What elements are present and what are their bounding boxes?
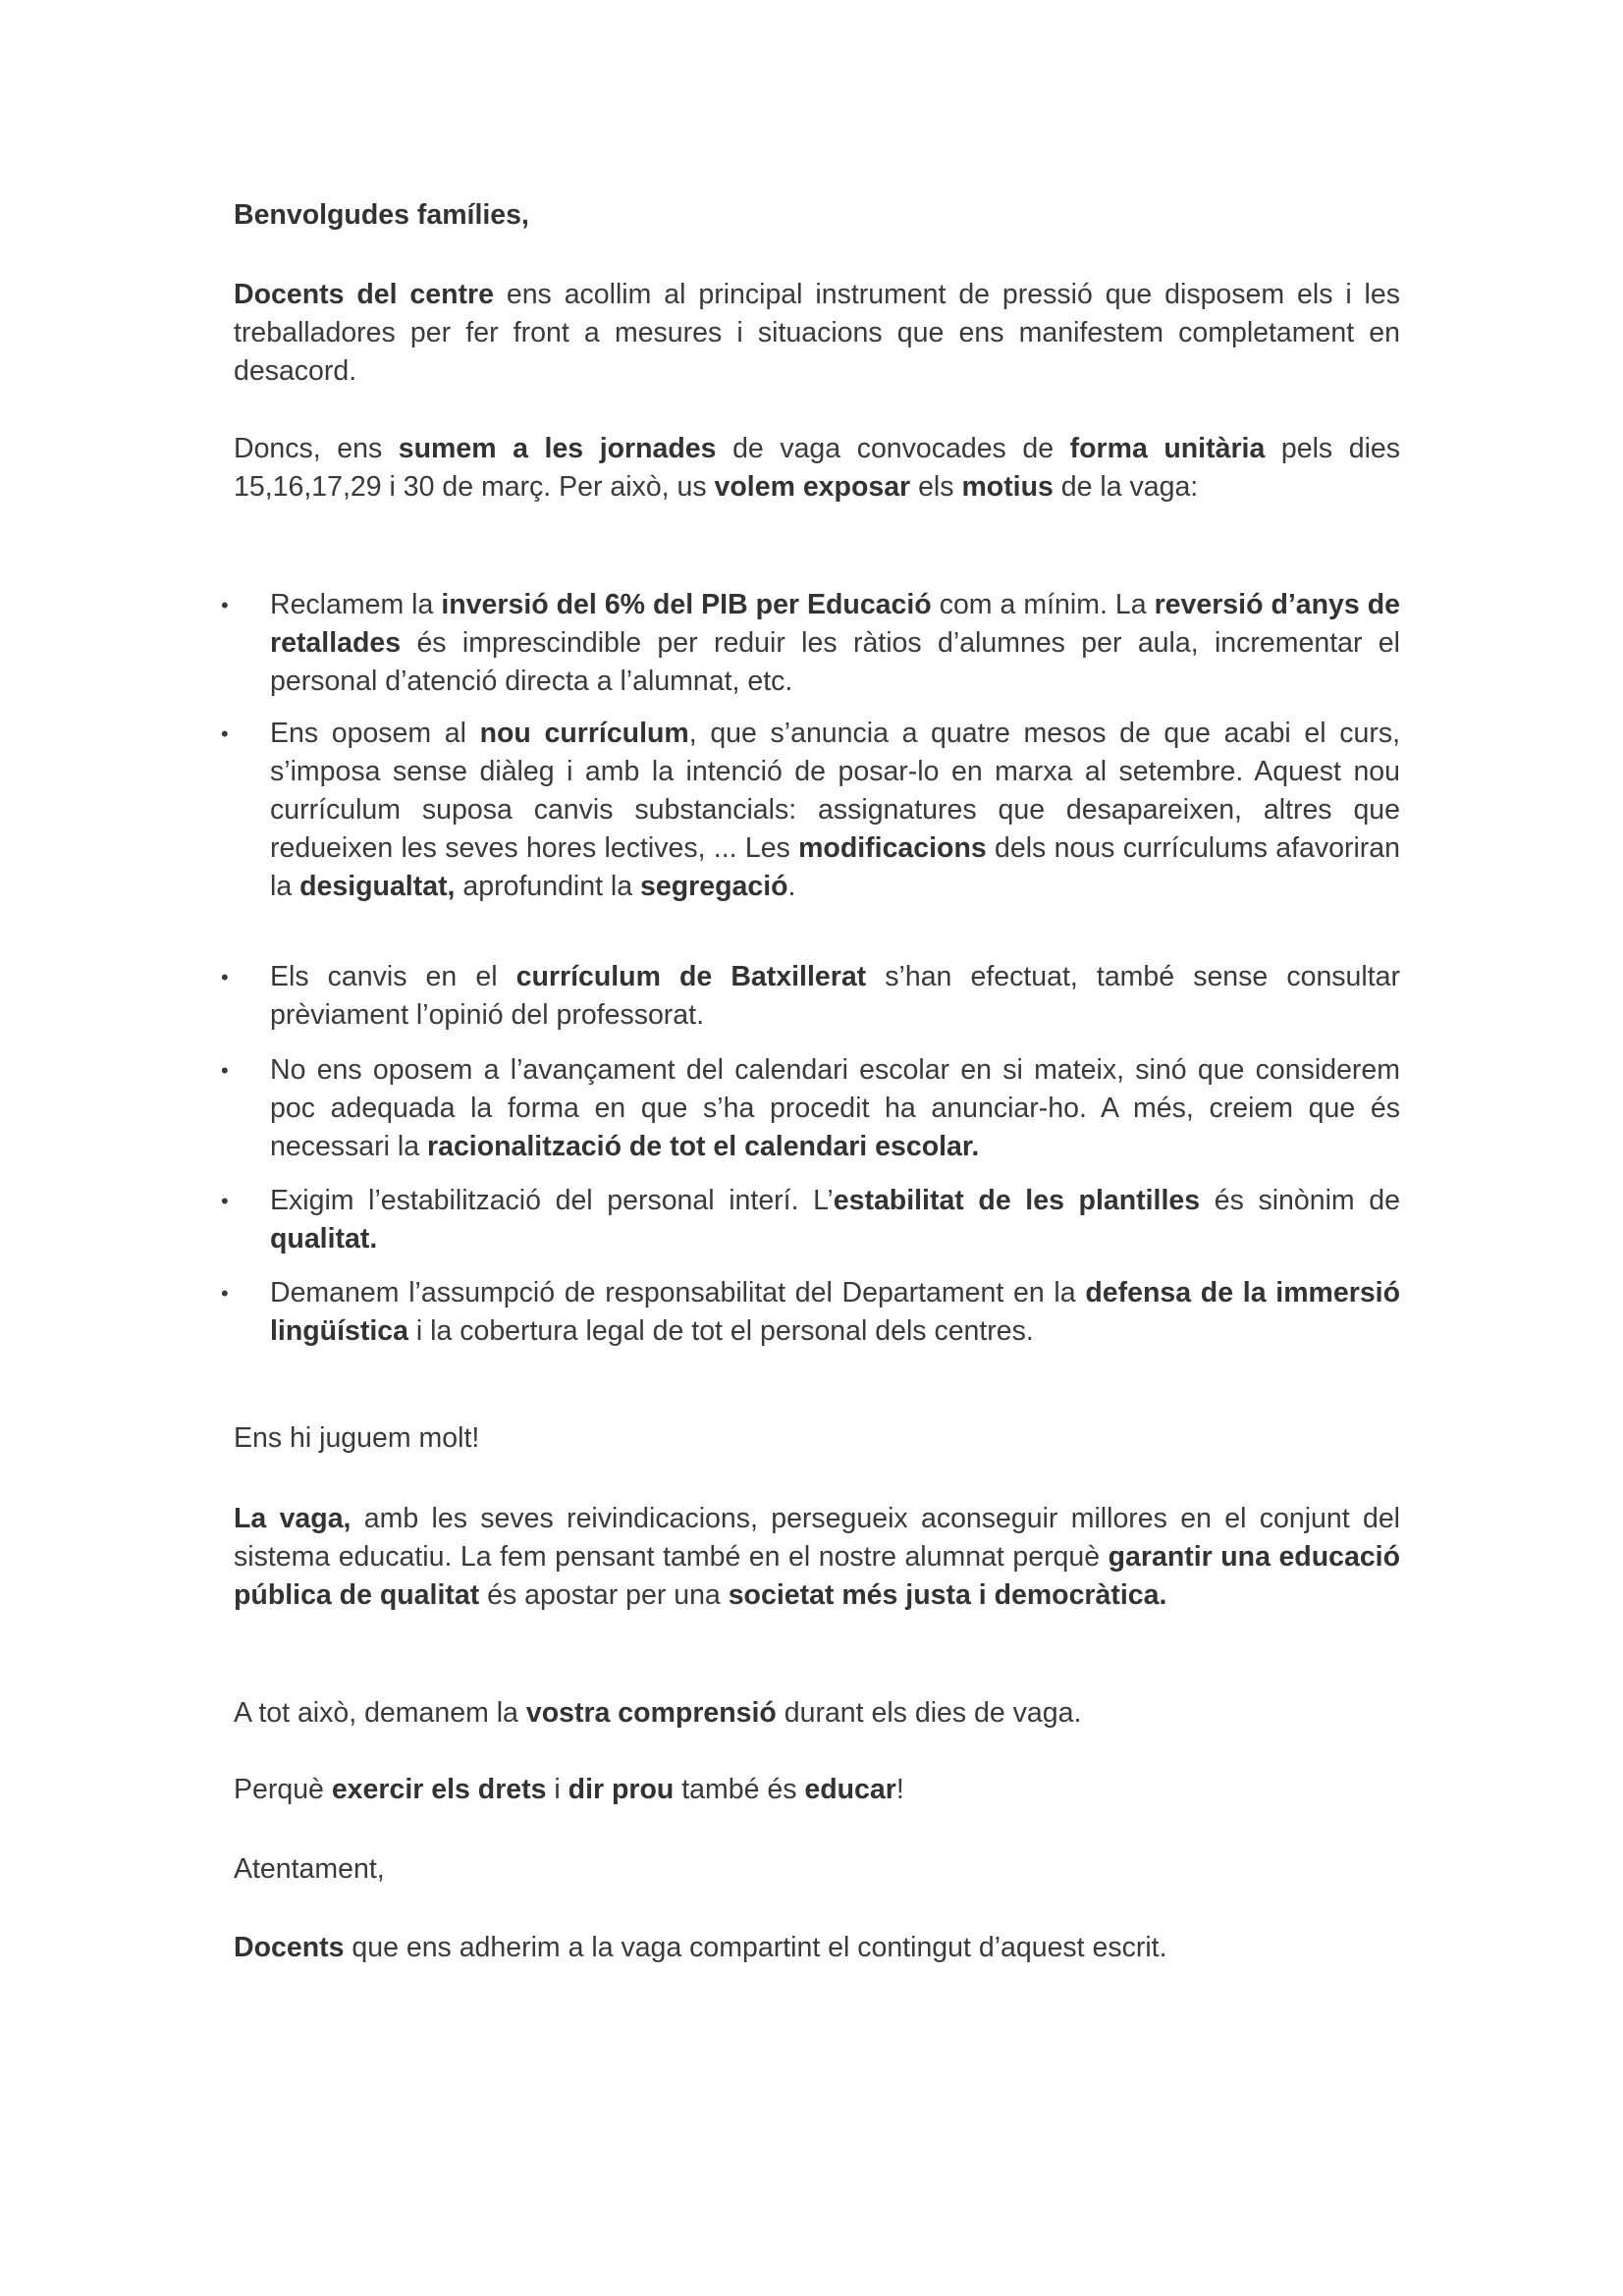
bold-text: dir prou (568, 1774, 675, 1805)
bold-text: inversió del 6% del PIB per Educació (441, 589, 932, 620)
list-item (221, 1274, 1400, 1351)
bold-text: reversió d’anys de retallades (270, 589, 1400, 659)
list-item-text (270, 589, 1400, 697)
bold-text: La vaga, (234, 1503, 352, 1534)
text: ! (895, 1774, 904, 1805)
text: és sinònim de (1200, 1185, 1400, 1216)
text: és imprescindible per reduir les ràtios d’alumnes per aula, incrementar el personal d’atenció directa a l’alumnat, etc. (270, 627, 1400, 697)
bold-text: nou currículum (479, 718, 689, 749)
list-item (221, 1051, 1400, 1166)
bullet-icon: • (221, 1189, 229, 1213)
text: No ens oposem a l’avançament del calendari escolar en si mateix, sinó que considerem poc adequada la forma en que s’ha procedit ha anunciar-ho. A més, creiem que és necessari la (270, 1054, 1400, 1162)
paragraph-slogan (234, 1419, 1400, 1458)
bold-text: Docents (234, 1932, 345, 1963)
text: A tot això, demanem la (234, 1697, 526, 1729)
bold-text: Docents del centre (234, 279, 494, 310)
text: Atentament, (234, 1853, 385, 1885)
text: Perquè (234, 1774, 332, 1805)
list-item-text (270, 1185, 1400, 1255)
text: Ens hi juguem molt! (234, 1422, 480, 1454)
bold-text: exercir els drets (331, 1774, 547, 1805)
text: com a mínim. La (931, 589, 1155, 620)
bold-text: volem exposar (714, 471, 911, 503)
bold-text: garantir una educació pública de qualitat (234, 1541, 1401, 1611)
list-item-text (270, 718, 1400, 902)
list-item-text (270, 1277, 1400, 1347)
closing (234, 1850, 1400, 1889)
text: s’han efectuat, també sense consultar prèviament l’opinió del professorat. (270, 961, 1400, 1031)
bold-text: qualitat. (270, 1223, 378, 1255)
bold-text: societat més justa i democràtica. (728, 1579, 1167, 1611)
list-item (221, 1182, 1400, 1258)
text: Ens oposem al (270, 718, 480, 749)
list-item (221, 586, 1400, 701)
bold-text: forma unitària (1069, 433, 1266, 464)
bold-text: racionalització de tot el calendari escolar. (427, 1131, 980, 1162)
text: amb les seves reivindicacions, persegueix aconseguir millores en el conjunt del sistema educatiu. La fem pensant també en el nostre alumnat perquè (234, 1503, 1401, 1573)
text: ens acollim al principal instrument de pressió que disposem els i les treballadores per fer front a mesures i situacions que ens manifestem completament en desacord. (234, 279, 1400, 387)
text: , que s’anuncia a quatre mesos de que acabi el curs, s’imposa sense diàleg i amb la intenció de posar-lo en marxa al setembre. Aquest nou currículum suposa canvis substancials: assignatures que desapareixen, altres que redueixen les seves hores lectives, ... Les (270, 718, 1400, 864)
paragraph-strike-days (234, 430, 1400, 507)
bold-text: sumem a les jornades (398, 433, 717, 464)
paragraph-intro (234, 276, 1400, 391)
bold-text: educar (804, 1774, 896, 1805)
list-item-text (270, 961, 1400, 1031)
bullet-icon: • (221, 1281, 229, 1306)
paragraph-strike (234, 1500, 1400, 1615)
text: Demanem l’assumpció de responsabilitat del Departament en la (270, 1277, 1086, 1308)
text: que ens adherim a la vaga compartint el contingut d’aquest escrit. (344, 1932, 1167, 1963)
bold-text: currículum de Batxillerat (515, 961, 867, 992)
list-item-text (270, 1054, 1400, 1162)
text: . (787, 871, 796, 902)
text: aprofundint la (455, 871, 641, 902)
list-item (221, 958, 1400, 1035)
list-item (221, 715, 1400, 906)
text: Reclamem la (270, 589, 442, 620)
text: i la cobertura legal de tot el personal dels centres. (407, 1315, 1034, 1347)
bullet-icon: • (221, 1058, 229, 1083)
bold-text: Benvolgudes famílies, (234, 199, 529, 231)
text: i (546, 1774, 568, 1805)
text: és apostar per una (479, 1579, 729, 1611)
text: Els canvis en el (270, 961, 516, 992)
bold-text: motius (961, 471, 1054, 503)
signature (234, 1929, 1400, 1967)
text: els (910, 471, 962, 503)
bold-text: segregació (640, 871, 788, 902)
text: també és (674, 1774, 805, 1805)
greeting (234, 196, 1400, 235)
text: Doncs, ens (234, 433, 399, 464)
bold-text: vostra comprensió (525, 1697, 777, 1729)
bullet-icon: • (221, 593, 229, 617)
paragraph-understanding (234, 1694, 1400, 1733)
bold-text: modificacions (798, 832, 987, 864)
paragraph-rights (234, 1771, 1400, 1809)
text: dels nous currículums afavoriran la (270, 832, 1400, 902)
text: de vaga convocades de (716, 433, 1070, 464)
bold-text: defensa de la immersió lingüística (270, 1277, 1400, 1347)
text: de la vaga: (1053, 471, 1199, 503)
bold-text: estabilitat de les plantilles (833, 1185, 1201, 1216)
text: Exigim l’estabilització del personal interí. L’ (270, 1185, 834, 1216)
bullet-icon: • (221, 965, 229, 989)
bullet-icon: • (221, 721, 229, 746)
bold-text: desigualtat, (299, 871, 456, 902)
text: pels dies 15,16,17,29 i 30 de març. Per això, us (234, 433, 1400, 503)
text: durant els dies de vaga. (776, 1697, 1082, 1729)
